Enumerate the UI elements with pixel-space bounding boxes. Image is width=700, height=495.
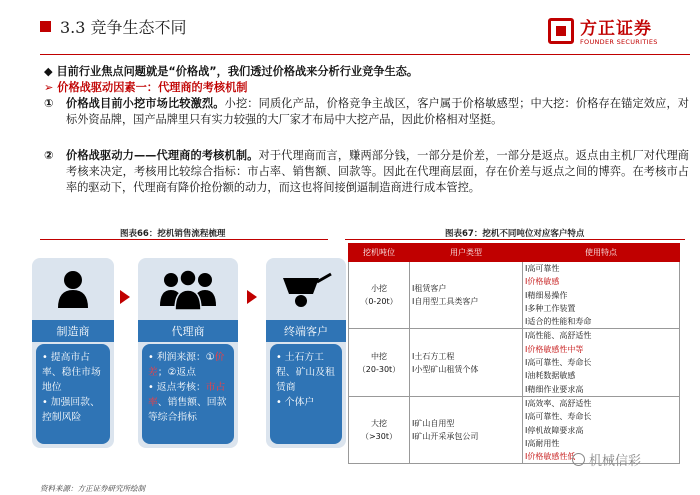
wheelbarrow-icon [279, 268, 333, 308]
table-row [349, 329, 680, 396]
user-type-cell: Ⅰ土石方工程 Ⅰ小型矿山租赁个体 [410, 329, 523, 396]
header-divider [40, 54, 690, 55]
tonnage-cell: 大挖 （>30t） [349, 396, 410, 463]
title-marker [40, 21, 51, 32]
paragraph-2-text: 对于代理商而言，赚两部分钱，一部分是价差，一部分是返点。返点由主机厂对代理商考核来决定，考核用比较综合指标：市占率、销售额、回款等。因此在代理商层面，存在价差与返点之间的博弈。在考核市占率的驱动下，代理商有降价抢份额的动力，而这也将间接倒逼制造商进行成本管控。 [66, 149, 689, 194]
logo-en-text: FOUNDER SECURITIES [580, 38, 658, 46]
table-row [349, 262, 680, 329]
figure-67-caption: 图表67：挖机不同吨位对应客户特点 [445, 229, 585, 239]
flow-box-manufacturer [32, 258, 114, 448]
flow-box-dealer [138, 258, 238, 448]
feature-cell: Ⅰ高可靠性 Ⅰ价格敏感 Ⅰ精细易操作 Ⅰ多种工作装置 Ⅰ适合的性能和寿命 [523, 262, 680, 329]
flow-item: • 提高市占率、稳住市场地位 [42, 350, 104, 395]
flow-item: • 利润来源：①价差；②返点 [148, 350, 228, 380]
logo-mark-icon [548, 18, 574, 44]
paragraph-1-bullet: ① [44, 97, 54, 110]
paragraph-1-lead: 价格战目前小挖市场比较激烈。 [66, 97, 225, 110]
table-header: 挖机吨位 [349, 244, 410, 262]
paragraph-2-bullet: ② [44, 149, 54, 162]
paragraph-2 [44, 148, 689, 196]
feature-cell: Ⅰ高性能、高舒适性 Ⅰ价格敏感性中等 Ⅰ高可靠性、寿命长 Ⅰ油耗数据敏感 Ⅰ精细作业要求高 [523, 329, 680, 396]
flow-item: • 加强回款、控制风险 [42, 395, 104, 425]
flow-arrow-icon [247, 290, 257, 304]
flow-item: • 返点考核：市占率、销售额、回款等综合指标 [148, 380, 228, 425]
customer-table [348, 243, 680, 464]
manufacturer-person-icon [56, 268, 90, 308]
flow-body-manufacturer [36, 344, 110, 444]
flow-item: • 个体户 [276, 395, 336, 410]
user-type-cell: Ⅰ矿山自用型 Ⅰ矿山开采承包公司 [410, 396, 523, 463]
source-note: 资料来源：方正证券研究所绘制 [40, 484, 145, 493]
flow-body-end-customer [270, 344, 342, 444]
flow-label-manufacturer: 制造商 [32, 320, 114, 342]
flow-item: • 土石方工程、矿山及租赁商 [276, 350, 336, 395]
table-header: 用户类型 [410, 244, 523, 262]
table-header-row [349, 244, 680, 262]
tonnage-cell: 小挖 （0-20t） [349, 262, 410, 329]
flow-label-dealer: 代理商 [138, 320, 238, 342]
dealer-group-icon [157, 266, 219, 310]
tonnage-cell: 中挖 （20-30t） [349, 329, 410, 396]
focus-line: ◆ 目前行业焦点问题就是“价格战”，我们透过价格战来分析行业竞争生态。 [44, 65, 419, 78]
feature-cell: Ⅰ高效率、高舒适性 Ⅰ高可靠性、寿命长 Ⅰ停机故障要求高 Ⅰ高耐用性 Ⅰ价格敏感性低 [523, 396, 680, 463]
flow-box-end-customer [266, 258, 346, 448]
paragraph-1 [44, 96, 689, 128]
watermark-text: 机械信彩 [589, 454, 642, 469]
user-type-cell: Ⅰ租赁客户 Ⅰ自用型工具类客户 [410, 262, 523, 329]
founder-logo [548, 14, 688, 54]
figure-67-rule [345, 239, 685, 240]
figure-66-caption: 图表66：挖机销售流程梳理 [120, 229, 226, 239]
logo-cn-text: 方正证券 [580, 19, 652, 39]
flow-body-dealer [142, 344, 234, 444]
page-title: 3.3 竞争生态不同 [60, 18, 187, 37]
flow-arrow-icon [120, 290, 130, 304]
flow-label-end-customer: 终端客户 [266, 320, 346, 342]
watermark-icon [572, 453, 585, 466]
paragraph-1-text: 小挖：同质化产品，价格竞争主战区，客户属于价格敏感型；中大挖：价格存在锚定效应，对标外资品牌，国产品牌里只有实力较强的大厂家才布局中大挖产品，因此价格相对坚挺。 [66, 97, 689, 126]
paragraph-2-lead: 价格战驱动力——代理商的考核机制。 [66, 149, 259, 162]
driver-heading: ➢ 价格战驱动因素一：代理商的考核机制 [44, 81, 248, 94]
watermark [572, 450, 641, 469]
table-header: 使用特点 [523, 244, 680, 262]
figure-66-rule [40, 239, 328, 240]
